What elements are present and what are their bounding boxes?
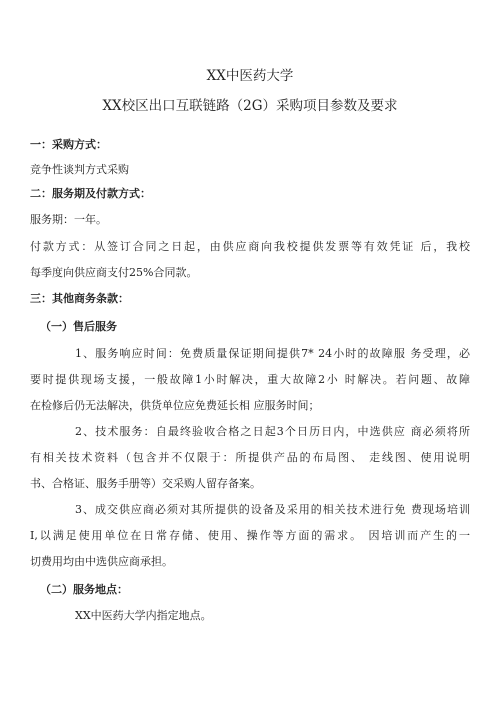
section-heading-other-terms: 三：其他商务条款： — [30, 292, 129, 305]
after-sales-paragraph-line: 要时提供现场支援，一般故障1小时解决，重大故障2小 时解决。若问题、故障 — [30, 373, 470, 386]
training-paragraph-line: 切费用均由中选供应商承担。 — [30, 555, 173, 568]
document-title: XX中医药大学 — [206, 68, 294, 84]
document-subtitle: XX校区出口互联链路（2G）采购项目参数及要求 — [102, 98, 398, 114]
section-heading-procurement-method: 一：采购方式： — [30, 138, 107, 151]
training-paragraph-line: I,以满足使用单位在日常存储、使用、操作等方面的需求。 因培训而产生的一 — [30, 529, 470, 542]
subsection-heading-service-location: （二）服务地点： — [40, 583, 128, 596]
after-sales-paragraph-line: 1、服务响应时间：免费质量保证期间提供7* 24小时的故障服 务受理，必 — [75, 347, 470, 360]
service-location-text: XX中医药大学内指定地点。 — [75, 609, 212, 622]
subsection-heading-after-sales: （一）售后服务 — [40, 320, 117, 333]
after-sales-paragraph-line: 在检修后仍无法解决，供货单位应免费延长相 应服务时间； — [30, 399, 320, 412]
technical-service-paragraph-line: 有相关技术资料（包含并不仅限于：所提供产品的布局图、 走线图、使用说明 — [30, 451, 470, 464]
training-paragraph-line: 3、成交供应商必须对其所提供的设备及采用的相关技术进行免 费现场培训 — [75, 503, 470, 516]
technical-service-paragraph-line: 2、技术服务：自最终验收合格之日起3个日历日内，中选供应 商必须将所 — [75, 425, 470, 438]
payment-method-line: 付款方式：从签订合同之日起，由供应商向我校提供发票等有效凭证 后，我校 — [30, 240, 470, 253]
section-heading-service-period-payment: 二：服务期及付款方式： — [30, 187, 151, 200]
payment-method-line: 每季度向供应商支付25%合同款。 — [30, 266, 198, 279]
technical-service-paragraph-line: 书、合格证、服务手册等）交采购人留存备案。 — [30, 477, 261, 490]
service-period-text: 服务期：一年。 — [30, 213, 107, 226]
procurement-method-text: 竞争性谈判方式采购 — [30, 163, 129, 176]
